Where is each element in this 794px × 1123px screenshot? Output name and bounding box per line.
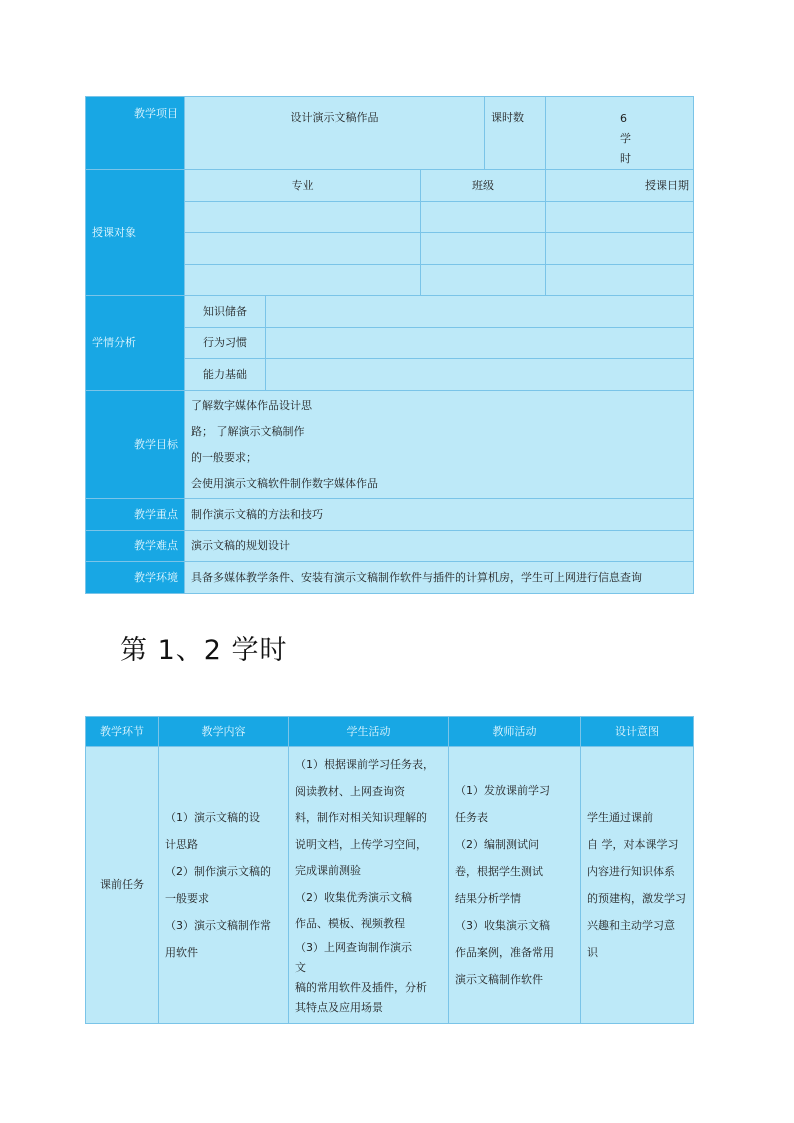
header-stage: 教学环节 bbox=[86, 717, 159, 747]
date-cell-1 bbox=[546, 202, 694, 233]
date-cell-3 bbox=[546, 265, 694, 296]
hours-unit-2: 时 bbox=[620, 152, 632, 165]
content-line: 一般要求 bbox=[165, 892, 209, 905]
header-teacher: 教师活动 bbox=[449, 717, 581, 747]
intent-line: 内容进行知识体系 bbox=[587, 865, 675, 878]
analysis-ability: 能力基础 bbox=[185, 359, 266, 391]
student-line: （3）上网查询制作演示 bbox=[295, 940, 412, 954]
class-cell-1 bbox=[421, 202, 546, 233]
teacher-line: 结果分析学情 bbox=[455, 892, 521, 905]
major-cell-3 bbox=[185, 265, 421, 296]
student-line: 完成课前测验 bbox=[295, 864, 361, 878]
class-header: 班级 bbox=[421, 170, 546, 202]
course-info-table bbox=[85, 96, 694, 594]
intent-line: 识 bbox=[587, 946, 598, 959]
stage-cell: 课前任务 bbox=[86, 747, 159, 1024]
content-line: （1）演示文稿的设 bbox=[165, 811, 260, 824]
goals-label: 教学目标 bbox=[86, 391, 185, 499]
student-line: （2）收集优秀演示文稿 bbox=[295, 890, 412, 904]
date-cell-2 bbox=[546, 233, 694, 265]
difficulty-value: 演示文稿的规划设计 bbox=[185, 531, 694, 562]
teacher-line: 任务表 bbox=[455, 811, 488, 824]
header-intent: 设计意图 bbox=[581, 717, 694, 747]
major-cell-1 bbox=[185, 202, 421, 233]
analysis-label: 学情分析 bbox=[86, 296, 185, 391]
lesson-plan-table bbox=[85, 716, 694, 1024]
intent-line: 的预建构，激发学习 bbox=[587, 892, 686, 905]
class-cell-3 bbox=[421, 265, 546, 296]
header-student: 学生活动 bbox=[289, 717, 449, 747]
date-header: 授课日期 bbox=[546, 170, 694, 202]
teacher-cell bbox=[449, 747, 581, 1024]
audience-label: 授课对象 bbox=[86, 170, 185, 296]
student-line: 作品、模板、视频教程 bbox=[295, 917, 405, 931]
project-value: 设计演示文稿作品 bbox=[185, 97, 485, 170]
teacher-line: （1）发放课前学习 bbox=[455, 784, 550, 797]
env-value: 具备多媒体教学条件、安装有演示文稿制作软件与插件的计算机房，学生可上网进行信息查询 bbox=[185, 562, 694, 594]
student-line: 稿的常用软件及插件，分析 bbox=[295, 980, 427, 994]
analysis-behavior: 行为习惯 bbox=[185, 328, 266, 359]
student-line: 其特点及应用场景 bbox=[295, 1000, 383, 1014]
key-label: 教学重点 bbox=[86, 499, 185, 531]
intent-line: 学生通过课前 bbox=[587, 811, 653, 824]
intent-cell bbox=[581, 747, 694, 1024]
hours-label: 课时数 bbox=[485, 97, 546, 170]
goal-line-3: 的一般要求； bbox=[191, 450, 257, 464]
teacher-line: （3）收集演示文稿 bbox=[455, 919, 550, 932]
teacher-line: （2）编制测试问 bbox=[455, 838, 539, 851]
analysis-ability-value bbox=[266, 359, 694, 391]
goals-cell bbox=[185, 391, 694, 499]
goal-line-4: 会使用演示文稿软件制作数字媒体作品 bbox=[191, 476, 378, 490]
major-cell-2 bbox=[185, 233, 421, 265]
student-line: 阅读教材、上网查询资 bbox=[295, 784, 405, 798]
hours-cell bbox=[546, 97, 694, 170]
hours-unit-1: 学 bbox=[620, 132, 632, 145]
analysis-behavior-value bbox=[266, 328, 694, 359]
content-line: （3）演示文稿制作常 bbox=[165, 919, 271, 932]
goal-line-1: 了解数字媒体作品设计思 bbox=[191, 398, 312, 412]
project-label: 教学项目 bbox=[86, 97, 185, 170]
major-header: 专业 bbox=[185, 170, 421, 202]
analysis-knowledge-value bbox=[266, 296, 694, 328]
content-line: （2）制作演示文稿的 bbox=[165, 865, 271, 878]
header-content: 教学内容 bbox=[159, 717, 289, 747]
env-label: 教学环境 bbox=[86, 562, 185, 594]
student-line: 说明文档，上传学习空间， bbox=[295, 837, 427, 851]
hours-value: 6 bbox=[620, 112, 628, 125]
section-heading: 第 1、2 学时 bbox=[120, 635, 288, 666]
class-cell-2 bbox=[421, 233, 546, 265]
key-value: 制作演示文稿的方法和技巧 bbox=[185, 499, 694, 531]
teacher-line: 演示文稿制作软件 bbox=[455, 973, 543, 986]
content-line: 用软件 bbox=[165, 946, 198, 959]
student-cell bbox=[289, 747, 449, 1024]
student-line: 文 bbox=[295, 960, 306, 974]
content-cell bbox=[159, 747, 289, 1024]
intent-line: 自 学，对本课学习 bbox=[587, 838, 679, 851]
goal-line-2: 路； 了解演示文稿制作 bbox=[191, 424, 305, 438]
teacher-line: 作品案例，准备常用 bbox=[455, 946, 554, 959]
intent-line: 兴趣和主动学习意 bbox=[587, 919, 675, 932]
student-line: 料，制作对相关知识理解的 bbox=[295, 811, 427, 825]
analysis-knowledge: 知识储备 bbox=[185, 296, 266, 328]
teacher-line: 卷，根据学生测试 bbox=[455, 865, 543, 878]
difficulty-label: 教学难点 bbox=[86, 531, 185, 562]
content-line: 计思路 bbox=[165, 838, 198, 851]
student-line: （1）根据课前学习任务表， bbox=[295, 758, 434, 772]
